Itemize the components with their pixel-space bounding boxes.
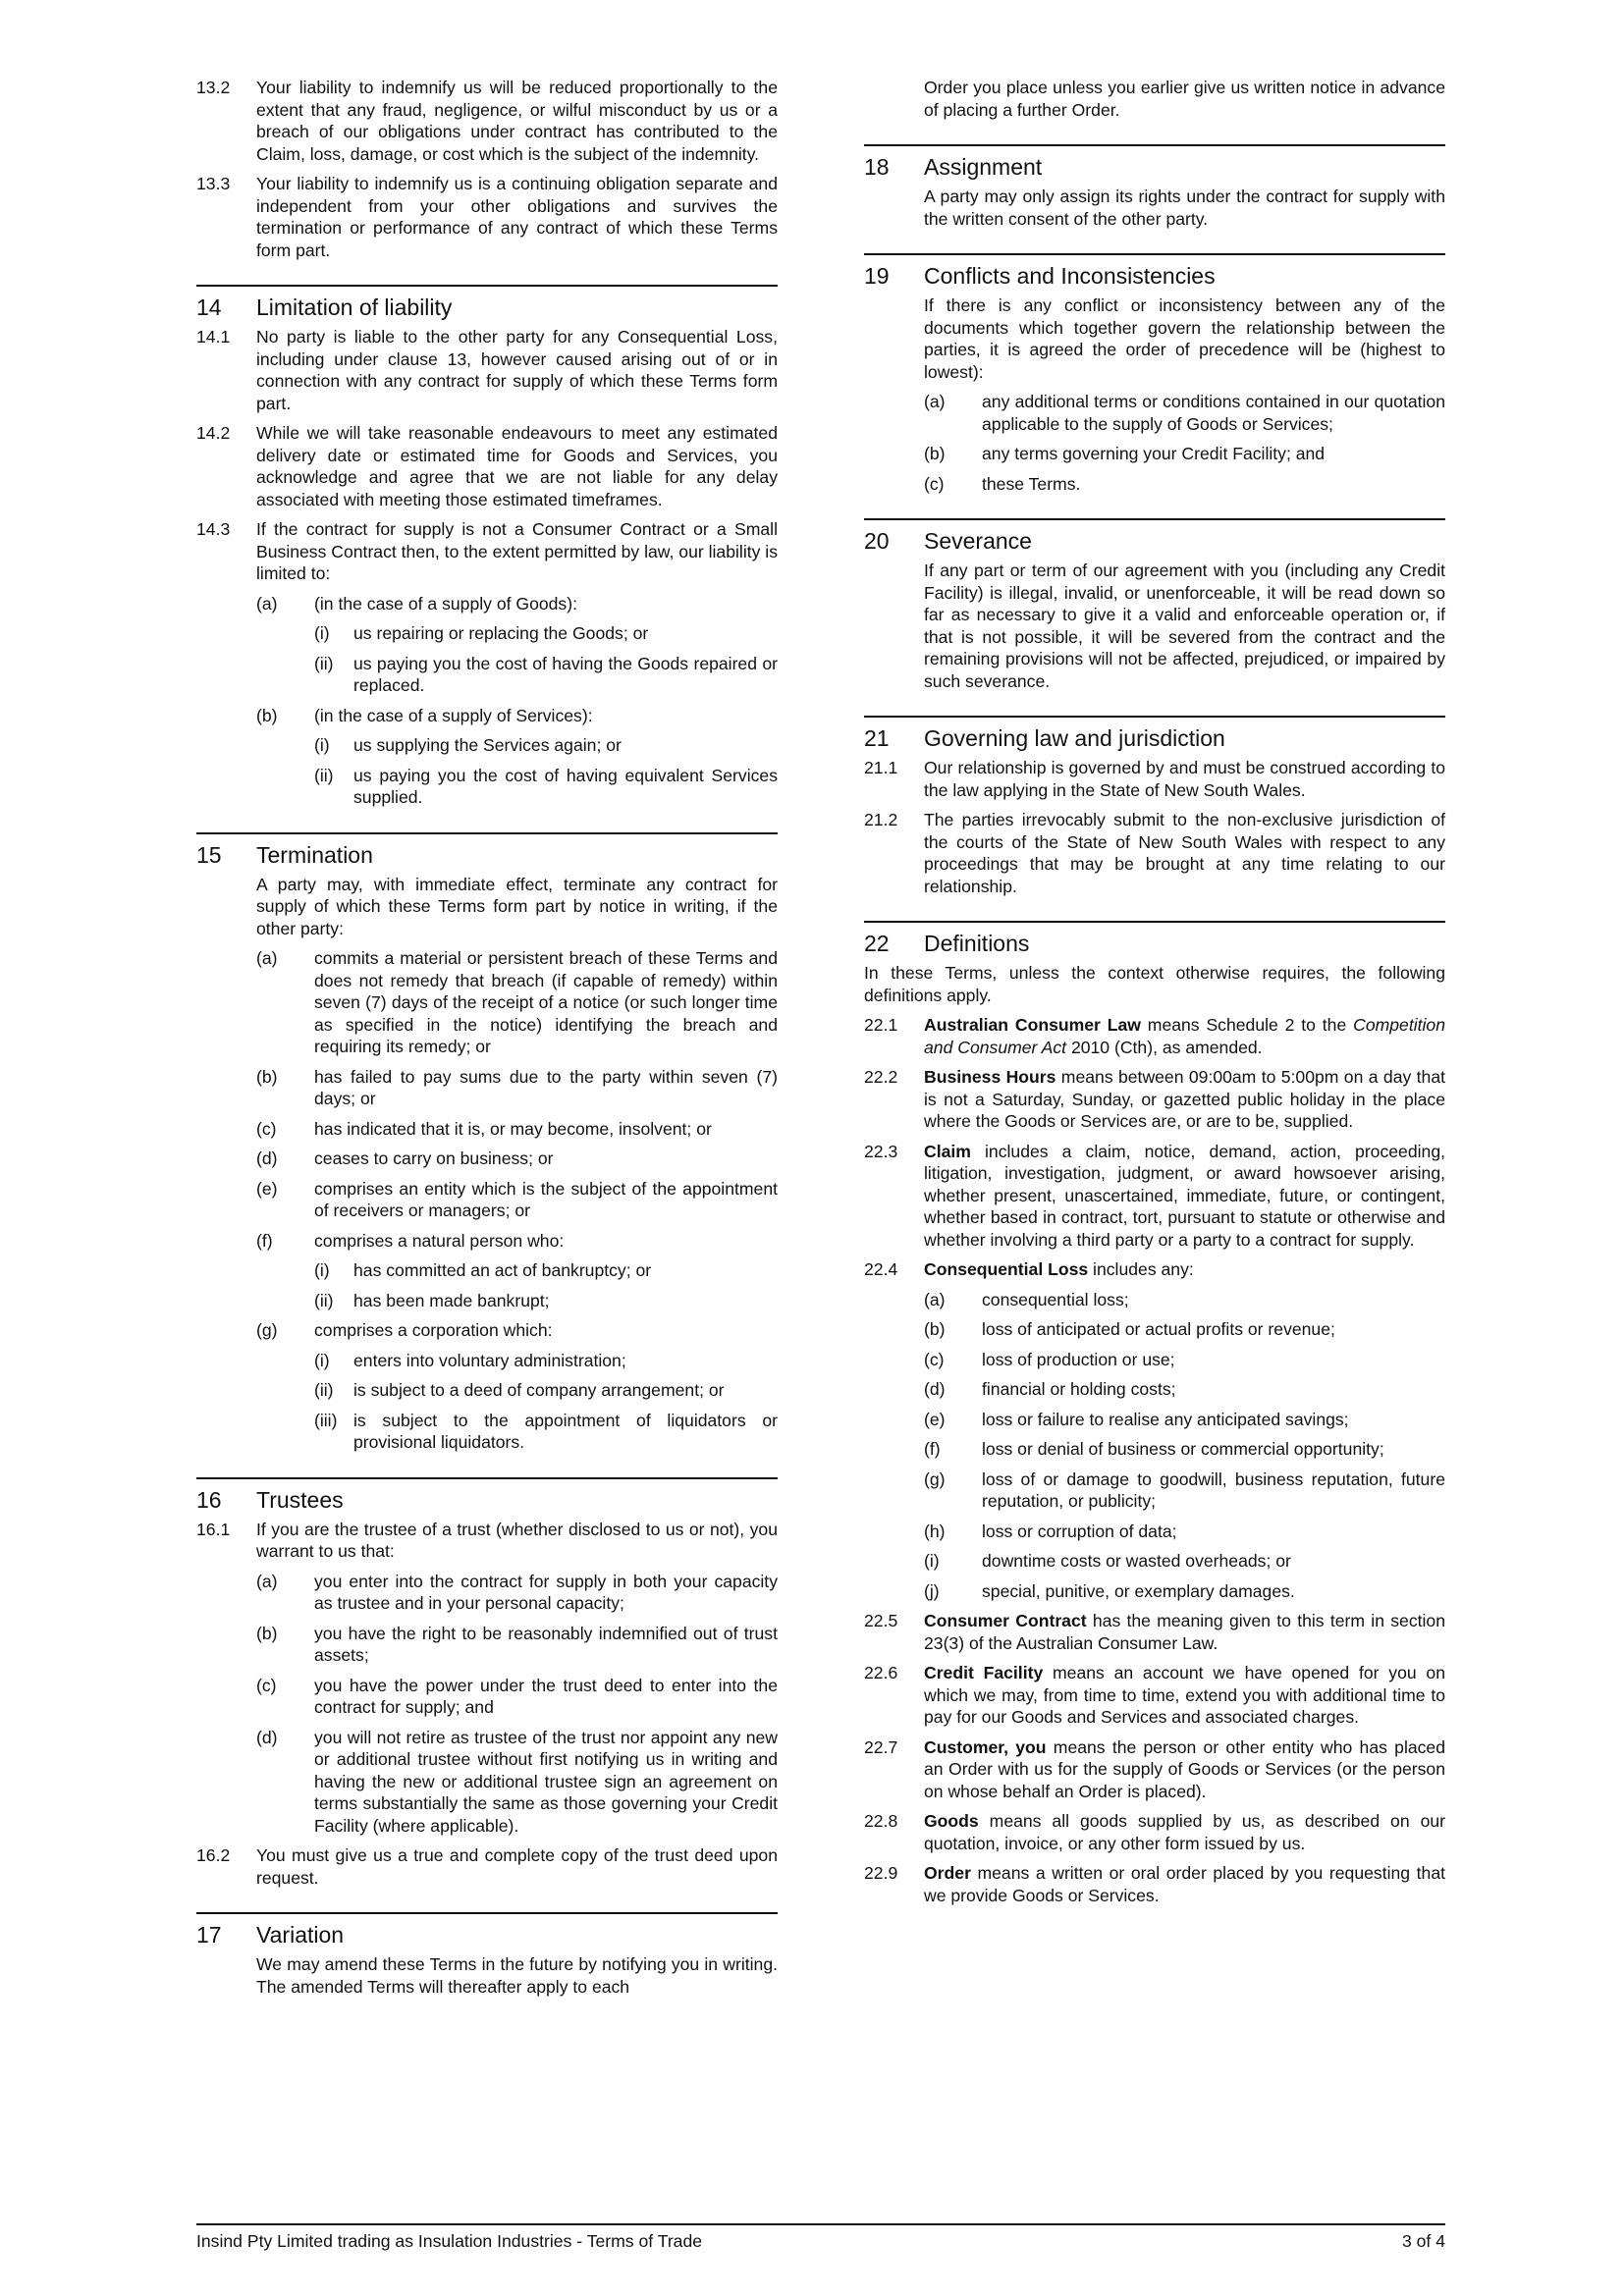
section-title: Definitions	[924, 931, 1030, 956]
item-label: (ii)	[314, 1290, 334, 1310]
list-item	[314, 1410, 778, 1454]
list-item	[924, 1378, 1445, 1401]
page-number: 3 of 4	[1401, 2231, 1445, 2251]
definition-text	[924, 1258, 1445, 1281]
section-intro: If there is any conflict or inconsistency between any of the documents which together govern the relationship between the parties, it is agreed the order of precedence will be (highest to lowest):	[924, 295, 1445, 382]
item-label: (d)	[924, 1379, 946, 1399]
section-17-continued: Order you place unless you earlier give us written notice in advance of placing a further Order.	[924, 78, 1445, 120]
section-number: 20	[864, 528, 890, 554]
right-column	[864, 77, 1445, 1914]
item-label: (ii)	[314, 1380, 334, 1400]
section-intro: A party may, with immediate effect, terminate any contract for supply of which these Terms form part by notice in writing, if the other party:	[256, 874, 778, 938]
item-text: you have the power under the trust deed to enter into the contract for supply; and	[314, 1675, 778, 1717]
item-text: has indicated that it is, or may become, insolvent; or	[314, 1118, 712, 1139]
clause-text: Your liability to indemnify us will be reduced proportionally to the extent that any fraud, negligence, or wilful misconduct by us or a breach of our obligations under contract has contributed to the Claim, loss, damage, or cost which is the subject of the indemnity.	[256, 78, 778, 164]
item-label: (i)	[924, 1551, 940, 1571]
clause-text: Your liability to indemnify us is a continuing obligation separate and independent from your other obligations and survives the termination or performance of any contract of which these Terms form part.	[256, 174, 778, 260]
item-text: has committed an act of bankruptcy; or	[353, 1260, 652, 1280]
item-label: (b)	[256, 705, 278, 725]
item-label: (a)	[256, 593, 278, 614]
section-text: A party may only assign its rights under the contract for supply with the written consent of the other party.	[924, 187, 1445, 229]
definition-part: includes a claim, notice, demand, action, proceeding, litigation, investigation, judgment, or award howsoever arising, whether present, unascertained, immediate, future, or contingent, whether based in contract, tort, pursuant to statute or otherwise and whether involving a third party or a party to a contract for supply.	[924, 1141, 1445, 1250]
item-text: is subject to the appointment of liquidators or provisional liquidators.	[353, 1410, 778, 1452]
clause-text: The parties irrevocably submit to the non-exclusive jurisdiction of the courts of the State of New South Wales with respect to any proceedings that may be brought at any time relating to our relationship.	[924, 810, 1445, 896]
item-text: any terms governing your Credit Facility; and	[982, 444, 1326, 463]
item-label: (h)	[924, 1521, 946, 1541]
section-title: Variation	[256, 1922, 345, 1948]
item-label: (c)	[924, 1349, 945, 1369]
definition-part: means Schedule 2 to the	[1140, 1015, 1354, 1035]
item-text: loss of anticipated or actual profits or revenue;	[982, 1319, 1335, 1339]
item-label: (c)	[256, 1118, 277, 1139]
definition-part: means an account we have opened for you on which we may, from time to time, extend you with additional time to pay for our Goods and Services and associated charges.	[924, 1663, 1445, 1727]
item-text: loss or corruption of data;	[982, 1521, 1177, 1541]
clause-number: 13.3	[196, 174, 231, 193]
clause-14-2	[196, 422, 778, 510]
item-text: (in the case of a supply of Goods):	[314, 593, 577, 614]
section-text: If any part or term of our agreement with you (including any Credit Facility) is illegal, invalid, or unenforceable, it will be read down so far as necessary to give it a valid and enforceable operation or, if that is not possible, it will be severed from the contract and the remaining provisions will not be affected, prejudiced, or impaired by such severance.	[924, 561, 1445, 691]
definition-part: 2010 (Cth), as amended.	[1066, 1037, 1263, 1057]
item-label: (c)	[256, 1675, 277, 1695]
definition-part: includes any:	[1088, 1259, 1194, 1279]
section-number: 15	[196, 841, 222, 868]
section-15	[196, 832, 778, 1454]
list-item	[256, 947, 778, 1058]
item-text: us paying you the cost of having equivalent Services supplied.	[353, 765, 778, 807]
clause-21-2	[864, 809, 1445, 897]
list-item	[256, 1319, 778, 1342]
definition-text	[924, 1810, 1445, 1854]
section-heading	[196, 1485, 778, 1515]
section-18	[864, 144, 1445, 230]
list-item	[314, 1259, 778, 1282]
list-item	[256, 1066, 778, 1110]
list-item	[256, 705, 778, 727]
item-text: any additional terms or conditions contained in our quotation applicable to the supply of Goods or Services;	[982, 392, 1445, 434]
item-text: enters into voluntary administration;	[353, 1350, 626, 1370]
clause-text: If the contract for supply is not a Consumer Contract or a Small Business Contract then, to the extent permitted by law, our liability is limited to:	[256, 519, 779, 583]
list-item	[256, 1727, 778, 1838]
item-text: us repairing or replacing the Goods; or	[353, 623, 649, 643]
definition-part: means all goods supplied by us, as described on our quotation, invoice, or any other form issued by us.	[924, 1811, 1445, 1853]
list-item	[924, 1438, 1445, 1461]
list-item	[256, 1148, 778, 1170]
item-text: commits a material or persistent breach of these Terms and does not remedy that breach (if capable of remedy) within seven (7) days of the receipt of a notice (or such longer time as specified in the notice) identifying the breach and requiring its remedy; or	[314, 948, 778, 1056]
item-label: (d)	[256, 1148, 278, 1168]
section-title: Conflicts and Inconsistencies	[924, 263, 1216, 289]
defined-term: Credit Facility	[924, 1663, 1044, 1682]
clause-text: You must give us a true and complete copy of the trust deed upon request.	[256, 1845, 778, 1888]
section-title: Governing law and jurisdiction	[924, 725, 1225, 751]
clause-21-1	[864, 757, 1445, 801]
section-heading	[864, 929, 1445, 958]
clause-number: 22.7	[864, 1736, 898, 1757]
item-text: you have the right to be reasonably indemnified out of trust assets;	[314, 1623, 778, 1665]
list-item	[256, 1571, 778, 1615]
definition-text	[924, 1066, 1445, 1133]
section-text: We may amend these Terms in the future by notifying you in writing. The amended Terms will thereafter apply to each	[256, 1954, 778, 1997]
list-item	[924, 1318, 1445, 1341]
section-number: 19	[864, 263, 890, 289]
section-title: Termination	[256, 841, 373, 868]
list-item	[256, 1623, 778, 1667]
clause-14-3	[196, 518, 778, 585]
item-text: comprises a natural person who:	[314, 1230, 565, 1251]
item-text: us supplying the Services again; or	[353, 735, 622, 755]
list-item	[924, 1550, 1445, 1573]
item-text: you will not retire as trustee of the trust nor appoint any new or additional trustee without first notifying us in writing and having the new or additional trustee sign an agreement on terms substantially the same as those governing your Credit Facility (where applicable).	[314, 1727, 778, 1836]
definition-text	[924, 1662, 1445, 1729]
definition-part: means between 09:00am to 5:00pm on a day that is not a Saturday, Sunday, or gazetted public holiday in the place where the Goods or Services are, or are to be, supplied.	[924, 1067, 1445, 1131]
definition-22-6	[864, 1662, 1445, 1729]
section-number: 14	[196, 294, 222, 320]
section-title: Limitation of liability	[256, 294, 453, 320]
clause-text: No party is liable to the other party for any Consequential Loss, including under clause 13, however caused arising out of or in connection with any contract for supply of which these Terms form part.	[256, 327, 778, 413]
clause-number: 14.3	[196, 519, 231, 539]
item-text: loss of or damage to goodwill, business reputation, future reputation, or publicity;	[982, 1468, 1445, 1511]
item-label: (j)	[924, 1580, 940, 1601]
list-item	[256, 593, 778, 615]
section-heading	[196, 293, 778, 322]
clause-number: 22.9	[864, 1863, 898, 1883]
list-item	[314, 734, 778, 757]
item-label: (a)	[256, 1571, 278, 1591]
definition-22-8	[864, 1810, 1445, 1854]
item-label: (b)	[256, 1623, 278, 1643]
item-text: is subject to a deed of company arrangement; or	[353, 1380, 725, 1400]
definition-22-1	[864, 1014, 1445, 1058]
clause-16-1	[196, 1519, 778, 1563]
list-item	[314, 1350, 778, 1372]
item-label: (i)	[314, 1350, 330, 1370]
list-item	[256, 1230, 778, 1253]
clause-16-2	[196, 1844, 778, 1889]
clause-number: 21.2	[864, 810, 898, 829]
item-text: loss of production or use;	[982, 1349, 1175, 1369]
section-number: 18	[864, 154, 890, 180]
item-label: (i)	[314, 623, 330, 643]
section-heading	[864, 526, 1445, 556]
definition-text	[924, 1610, 1445, 1654]
item-label: (ii)	[314, 653, 334, 673]
item-text: (in the case of a supply of Services):	[314, 705, 593, 725]
section-14	[196, 285, 778, 809]
definition-part: means the person or other entity who has placed an Order with us for the supply of Goods or Services (or the person on whose behalf an Order is placed).	[924, 1736, 1446, 1801]
item-label: (e)	[256, 1178, 278, 1199]
section-heading	[864, 261, 1445, 291]
item-label: (b)	[924, 444, 946, 463]
section-16	[196, 1477, 778, 1890]
definition-text	[924, 1141, 1445, 1252]
defined-term: Consequential Loss	[924, 1259, 1089, 1279]
definition-22-9	[864, 1862, 1445, 1906]
item-text: ceases to carry on business; or	[314, 1148, 554, 1168]
section-title: Severance	[924, 528, 1032, 554]
section-intro: In these Terms, unless the context otherwise requires, the following definitions apply.	[864, 963, 1445, 1005]
act-name: Competition and Consumer Act	[924, 1015, 1445, 1057]
left-column	[196, 77, 778, 2005]
footer-company: Insind Pty Limited trading as Insulation Industries - Terms of Trade	[196, 2231, 703, 2251]
clause-number: 16.2	[196, 1845, 231, 1865]
definition-22-7	[864, 1736, 1445, 1803]
section-number: 16	[196, 1486, 222, 1513]
clause-text: Our relationship is governed by and must be construed according to the law applying in the State of New South Wales.	[924, 758, 1445, 800]
defined-term: Business Hours	[924, 1067, 1056, 1087]
clause-14-1	[196, 326, 778, 414]
definition-22-4	[864, 1258, 1445, 1281]
item-text: financial or holding costs;	[982, 1379, 1176, 1399]
item-label: (i)	[314, 735, 330, 755]
page-footer	[196, 2223, 1445, 2252]
clause-number: 22.6	[864, 1663, 898, 1682]
section-heading	[864, 723, 1445, 753]
definition-text	[924, 1736, 1445, 1803]
item-label: (g)	[256, 1320, 278, 1340]
section-number: 22	[864, 931, 890, 956]
defined-term: Consumer Contract	[924, 1611, 1087, 1630]
section-21	[864, 716, 1445, 897]
item-label: (i)	[314, 1260, 330, 1280]
list-item	[314, 1290, 778, 1312]
item-text: loss or denial of business or commercial opportunity;	[982, 1439, 1384, 1459]
section-20	[864, 518, 1445, 692]
clause-number: 22.2	[864, 1067, 898, 1087]
item-text: us paying you the cost of having the Goods repaired or replaced.	[353, 653, 778, 695]
section-17	[196, 1912, 778, 1998]
list-item	[256, 1178, 778, 1222]
clause-text: While we will take reasonable endeavours to meet any estimated delivery date or estimated time for Goods and Services, you acknowledge and agree that we are not liable for any delay associated with meeting those estimated timeframes.	[256, 423, 778, 509]
item-text: special, punitive, or exemplary damages.	[982, 1580, 1295, 1601]
clause-number: 16.1	[196, 1519, 231, 1539]
list-item	[924, 1521, 1445, 1543]
section-number: 17	[196, 1922, 222, 1948]
clause-13-2	[196, 77, 778, 165]
list-item	[314, 1379, 778, 1402]
item-label: (iii)	[314, 1410, 338, 1430]
item-text: consequential loss;	[982, 1289, 1129, 1309]
clause-number: 22.3	[864, 1141, 898, 1161]
definition-22-3	[864, 1141, 1445, 1252]
list-item	[314, 622, 778, 645]
definition-22-2	[864, 1066, 1445, 1133]
item-label: (f)	[256, 1230, 273, 1251]
item-text: these Terms.	[982, 473, 1081, 494]
defined-term: Australian Consumer Law	[924, 1015, 1141, 1035]
item-label: (e)	[924, 1409, 946, 1429]
definition-text	[924, 1862, 1445, 1906]
section-title: Assignment	[924, 154, 1043, 180]
item-label: (ii)	[314, 765, 334, 785]
list-item	[314, 765, 778, 809]
list-item	[924, 1289, 1445, 1311]
definition-part: means a written or oral order placed by you requesting that we provide Goods or Services.	[924, 1863, 1445, 1905]
list-item	[256, 1118, 778, 1141]
clause-number: 22.4	[864, 1259, 898, 1279]
section-number: 21	[864, 725, 890, 751]
clause-number: 21.1	[864, 758, 898, 777]
item-label: (c)	[924, 473, 945, 494]
defined-term: Order	[924, 1863, 971, 1883]
item-text: you enter into the contract for supply in both your capacity as trustee and in your personal capacity;	[314, 1571, 778, 1613]
item-label: (d)	[256, 1727, 278, 1747]
item-text: comprises a corporation which:	[314, 1320, 553, 1340]
clause-number: 22.1	[864, 1015, 898, 1035]
item-text: has been made bankrupt;	[353, 1290, 550, 1310]
item-label: (g)	[924, 1468, 946, 1489]
defined-term: Goods	[924, 1811, 979, 1831]
list-item	[924, 443, 1445, 465]
list-item	[924, 1409, 1445, 1431]
clause-number: 14.2	[196, 423, 231, 443]
section-title: Trustees	[256, 1486, 344, 1513]
clause-number: 14.1	[196, 327, 231, 347]
defined-term: Customer, you	[924, 1736, 1047, 1757]
list-item	[314, 653, 778, 697]
clause-13-3	[196, 173, 778, 261]
section-heading	[864, 152, 1445, 182]
list-item	[924, 391, 1445, 435]
clause-number: 22.5	[864, 1611, 898, 1630]
item-label: (f)	[924, 1439, 941, 1459]
section-19	[864, 253, 1445, 495]
item-text: has failed to pay sums due to the party within seven (7) days; or	[314, 1066, 778, 1108]
list-item	[256, 1675, 778, 1719]
item-label: (b)	[924, 1319, 946, 1339]
item-text: loss or failure to realise any anticipated savings;	[982, 1409, 1349, 1429]
section-heading	[196, 1920, 778, 1949]
item-label: (b)	[256, 1066, 278, 1087]
item-label: (a)	[924, 1289, 946, 1309]
list-item	[924, 1580, 1445, 1603]
clause-number: 13.2	[196, 78, 231, 97]
list-item	[924, 473, 1445, 496]
item-label: (a)	[924, 392, 946, 411]
definition-text	[924, 1014, 1445, 1058]
section-22	[864, 921, 1445, 1906]
item-text: comprises an entity which is the subject of the appointment of receivers or managers; or	[314, 1178, 778, 1220]
clause-text: If you are the trustee of a trust (whether disclosed to us or not), you warrant to us that:	[256, 1519, 778, 1561]
definition-22-5	[864, 1610, 1445, 1654]
defined-term: Claim	[924, 1141, 971, 1161]
item-text: downtime costs or wasted overheads; or	[982, 1551, 1291, 1571]
list-item	[924, 1349, 1445, 1371]
list-item	[924, 1468, 1445, 1513]
clause-number: 22.8	[864, 1811, 898, 1831]
definition-part: has the meaning given to this term in section 23(3) of the Australian Consumer Law.	[924, 1611, 1445, 1653]
item-label: (a)	[256, 948, 278, 968]
section-heading	[196, 840, 778, 870]
